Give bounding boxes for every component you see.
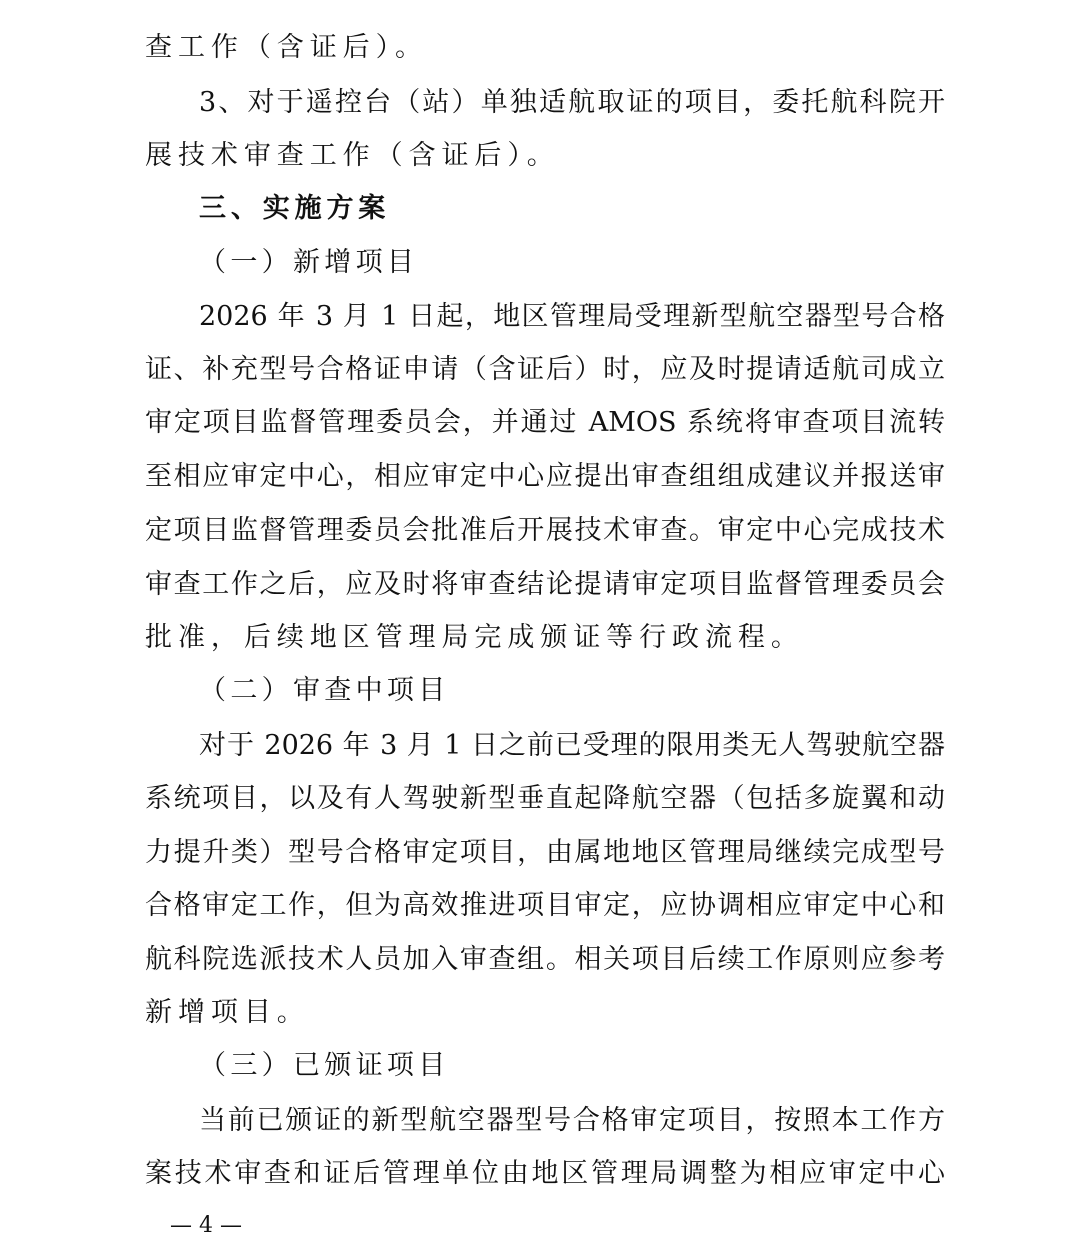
text-line: 力提升类）型号合格审定项目，由属地地区管理局继续完成型号 bbox=[145, 837, 945, 868]
page-number: — 4 — bbox=[170, 1213, 242, 1238]
text-line: 对于 2026 年 3 月 1 日之前已受理的限用类无人驾驶航空器 bbox=[199, 730, 945, 761]
subsection-heading: （三）已颁证项目 bbox=[199, 1050, 450, 1081]
text-line: 2026 年 3 月 1 日起，地区管理局受理新型航空器型号合格 bbox=[199, 301, 945, 332]
text-line: 证、补充型号合格证申请（含证后）时，应及时提请适航司成立 bbox=[145, 354, 945, 385]
text-line: 案技术审查和证后管理单位由地区管理局调整为相应审定中心 bbox=[145, 1158, 945, 1189]
section-heading: 三、实施方案 bbox=[199, 193, 391, 224]
text-line: 当前已颁证的新型航空器型号合格审定项目，按照本工作方 bbox=[199, 1105, 945, 1136]
text-line: 航科院选派技术人员加入审查组。相关项目后续工作原则应参考 bbox=[145, 944, 945, 975]
text-line: 3、对于遥控台（站）单独适航取证的项目，委托航科院开 bbox=[199, 87, 945, 118]
text-line: 审查工作之后，应及时将审查结论提请审定项目监督管理委员会 bbox=[145, 569, 945, 600]
subsection-heading: （一）新增项目 bbox=[199, 247, 419, 278]
text-line: 查工作（含证后）。 bbox=[145, 32, 428, 63]
text-line: 系统项目，以及有人驾驶新型垂直起降航空器（包括多旋翼和动 bbox=[145, 783, 945, 814]
subsection-heading: （二）审查中项目 bbox=[199, 675, 450, 706]
text-line: 批准，后续地区管理局完成颁证等行政流程。 bbox=[145, 622, 804, 653]
text-line: 定项目监督管理委员会批准后开展技术审查。审定中心完成技术 bbox=[145, 515, 945, 546]
text-line: 合格审定工作，但为高效推进项目审定，应协调相应审定中心和 bbox=[145, 890, 945, 921]
text-line: 审定项目监督管理委员会，并通过 AMOS 系统将审查项目流转 bbox=[145, 407, 945, 438]
text-line: 至相应审定中心，相应审定中心应提出审查组组成建议并报送审 bbox=[145, 461, 945, 492]
text-line: 新增项目。 bbox=[145, 997, 310, 1028]
text-line: 展技术审查工作（含证后）。 bbox=[145, 140, 560, 171]
